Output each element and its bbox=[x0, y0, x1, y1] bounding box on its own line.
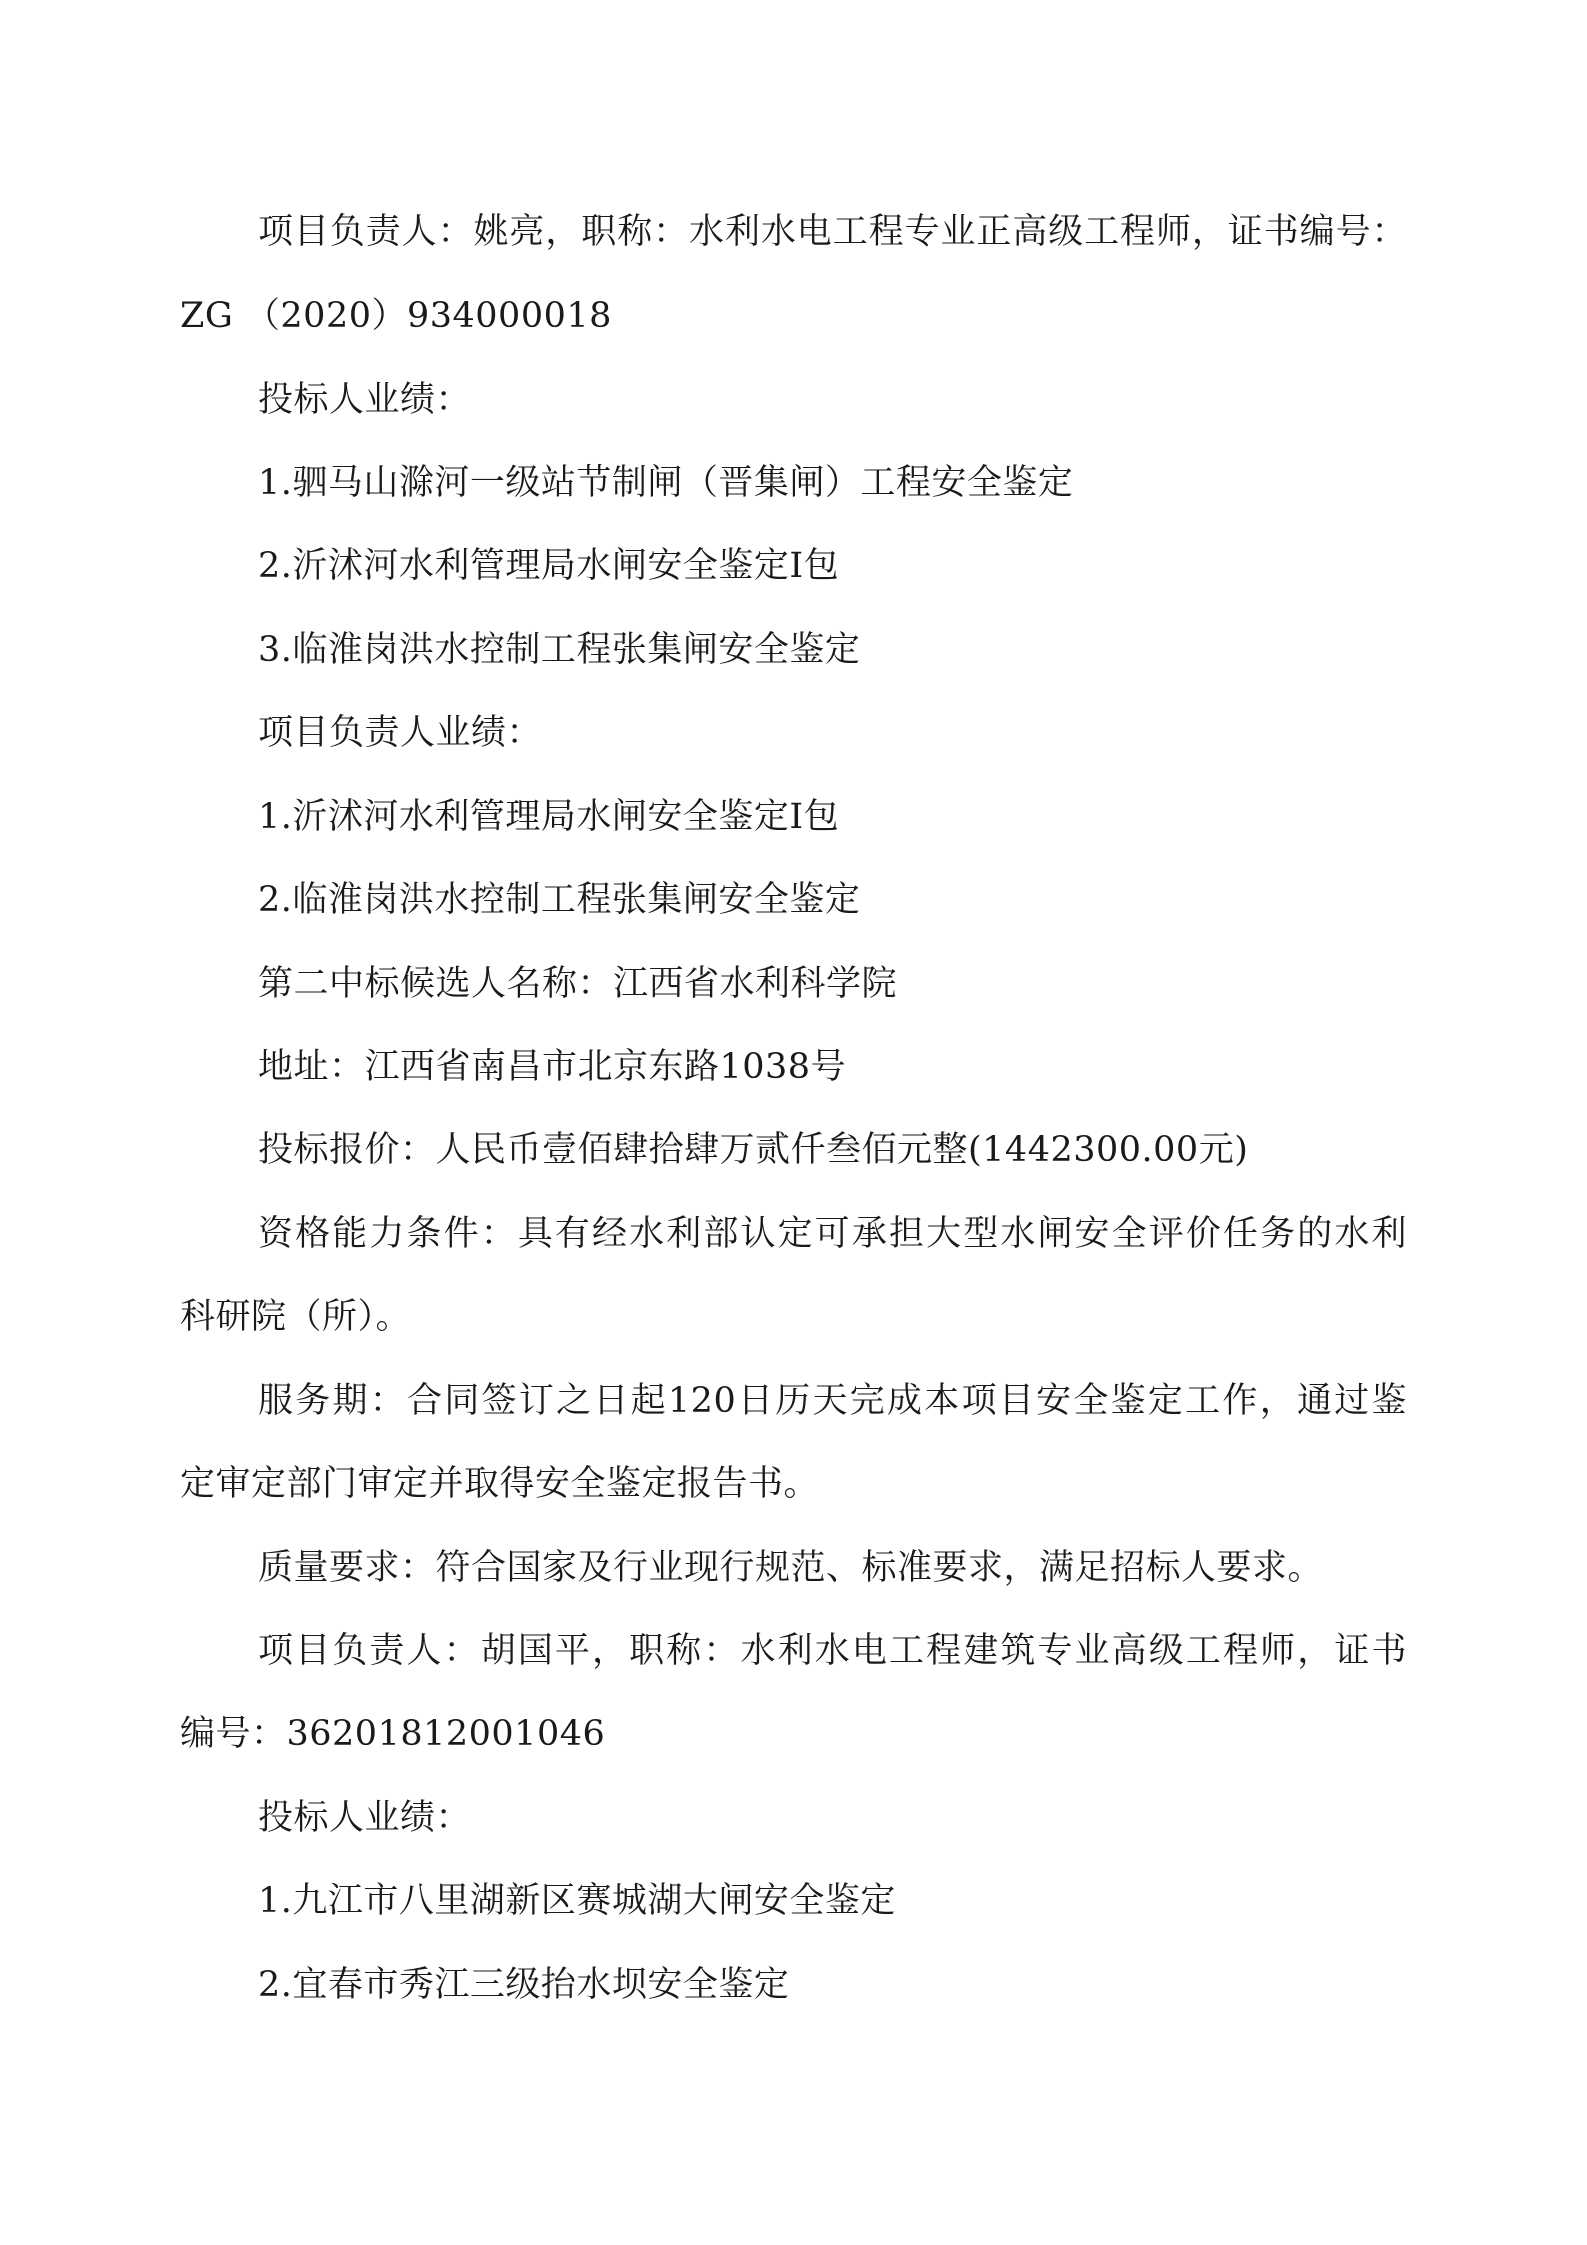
text-line: 资格能力条件：具有经水利部认定可承担大型水闸安全评价任务的水利 bbox=[258, 1214, 1407, 1254]
text-line: 3.临淮岗洪水控制工程张集闸安全鉴定 bbox=[258, 630, 861, 670]
text-line: 项目负责人：胡国平，职称：水利水电工程建筑专业高级工程师，证书 bbox=[258, 1631, 1407, 1671]
text-line: 投标人业绩： bbox=[258, 380, 472, 420]
text-line: 投标报价：人民币壹佰肆拾肆万贰仟叁佰元整(1442300.00元) bbox=[258, 1130, 1249, 1170]
text-line: 2.宜春市秀江三级抬水坝安全鉴定 bbox=[258, 1965, 790, 2005]
text-line: 2.沂沭河水利管理局水闸安全鉴定Ⅰ包 bbox=[258, 546, 840, 586]
text-line: 编号：36201812001046 bbox=[180, 1714, 606, 1754]
text-line: 第二中标候选人名称：江西省水利科学院 bbox=[258, 964, 898, 1004]
text-line: 1.沂沭河水利管理局水闸安全鉴定Ⅰ包 bbox=[258, 797, 840, 837]
text-line: 2.临淮岗洪水控制工程张集闸安全鉴定 bbox=[258, 880, 861, 920]
text-line: 1.驷马山滁河一级站节制闸（晋集闸）工程安全鉴定 bbox=[258, 463, 1074, 503]
text-line: 服务期：合同签订之日起120日历天完成本项目安全鉴定工作，通过鉴 bbox=[258, 1381, 1407, 1421]
text-line: ZG （2020）934000018 bbox=[180, 296, 612, 336]
text-line: 科研院（所）。 bbox=[180, 1297, 412, 1337]
text-line: 1.九江市八里湖新区赛城湖大闸安全鉴定 bbox=[258, 1881, 896, 1921]
text-line: 质量要求：符合国家及行业现行规范、标准要求，满足招标人要求。 bbox=[258, 1548, 1324, 1588]
text-line: 地址：江西省南昌市北京东路1038号 bbox=[258, 1047, 847, 1087]
text-line: 项目负责人业绩： bbox=[258, 713, 543, 753]
text-line: 定审定部门审定并取得安全鉴定报告书。 bbox=[180, 1464, 820, 1504]
text-line: 投标人业绩： bbox=[258, 1798, 472, 1838]
text-line: 项目负责人：姚亮，职称：水利水电工程专业正高级工程师，证书编号： bbox=[258, 212, 1407, 252]
